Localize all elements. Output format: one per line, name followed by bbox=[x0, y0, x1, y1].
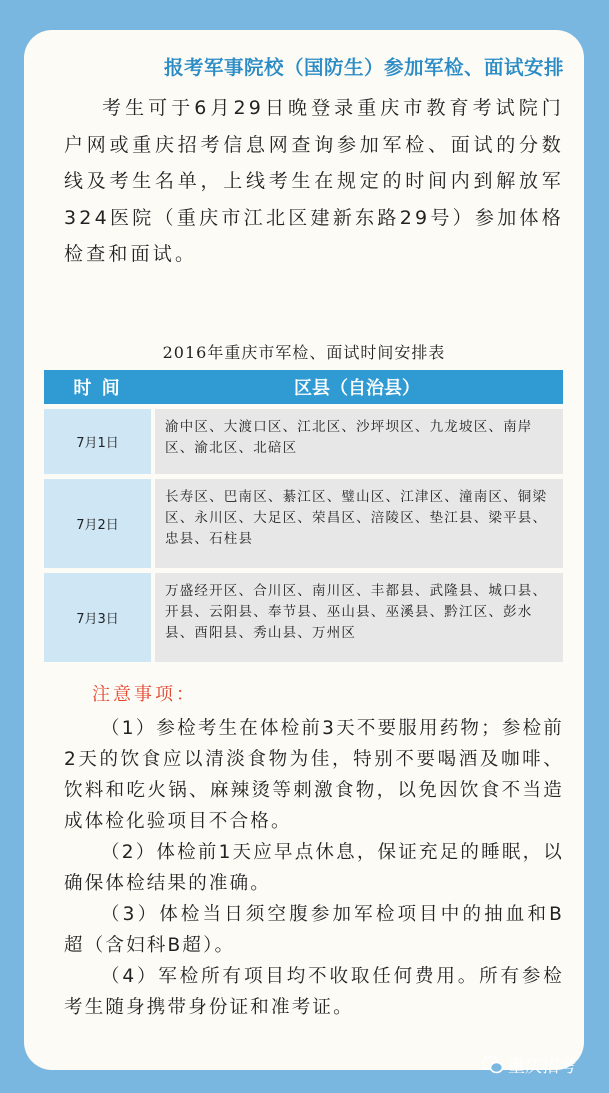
table-row bbox=[44, 479, 563, 568]
header-region: 区县（自治县） bbox=[294, 378, 420, 399]
note-item: （3）体检当日须空腹参加军检项目中的抽血和B超（含妇科B超）。 bbox=[64, 904, 564, 956]
header-date: 时 间 bbox=[73, 378, 122, 399]
notes-list bbox=[64, 713, 564, 1023]
notes-title: 注意事项： bbox=[92, 684, 197, 705]
row-date: 7月1日 bbox=[44, 409, 151, 474]
schedule-table bbox=[44, 370, 563, 662]
row-date: 7月2日 bbox=[44, 479, 151, 568]
table-caption: 2016年重庆市军检、面试时间安排表 bbox=[162, 343, 446, 362]
note-item: （2）体检前1天应早点休息，保证充足的睡眠，以确保体检结果的准确。 bbox=[64, 842, 564, 894]
wechat-icon bbox=[482, 1056, 504, 1074]
table-row bbox=[44, 573, 563, 662]
watermark-label: 重庆招考 bbox=[508, 1057, 576, 1077]
row-regions: 长寿区、巴南区、綦江区、璧山区、江津区、潼南区、铜梁区、永川区、大足区、荣昌区、涪陵区、垫江县、梁平县、忠县、石柱县 bbox=[155, 479, 563, 568]
intro-paragraph: 考生可于6月29日晚登录重庆市教育考试院门户网或重庆招考信息网查询参加军检、面试的分数线及考生名单，上线考生在规定的时间内到解放军324医院（重庆市江北区建新东路29号）参加体格检查和面试。 bbox=[64, 97, 564, 265]
row-regions: 渝中区、大渡口区、江北区、沙坪坝区、九龙坡区、南岸区、渝北区、北碚区 bbox=[155, 409, 563, 474]
note-item: （4）军检所有项目均不收取任何费用。所有参检考生随身携带身份证和准考证。 bbox=[64, 966, 564, 1018]
row-date: 7月3日 bbox=[44, 573, 151, 662]
table-header bbox=[44, 370, 563, 404]
table-row bbox=[44, 409, 563, 474]
wechat-watermark bbox=[482, 1052, 576, 1077]
row-regions: 万盛经开区、合川区、南川区、丰都县、武隆县、城口县、开县、云阳县、奉节县、巫山县、巫溪县、黔江区、彭水县、酉阳县、秀山县、万州区 bbox=[155, 573, 563, 662]
note-item: （1）参检考生在体检前3天不要服用药物；参检前2天的饮食应以清淡食物为佳，特别不要喝酒及咖啡、饮料和吃火锅、麻辣烫等刺激食物，以免因饮食不当造成体检化验项目不合格。 bbox=[64, 718, 564, 832]
notice-card bbox=[24, 30, 584, 1070]
page-title: 报考军事院校（国防生）参加军检、面试安排 bbox=[163, 56, 564, 79]
